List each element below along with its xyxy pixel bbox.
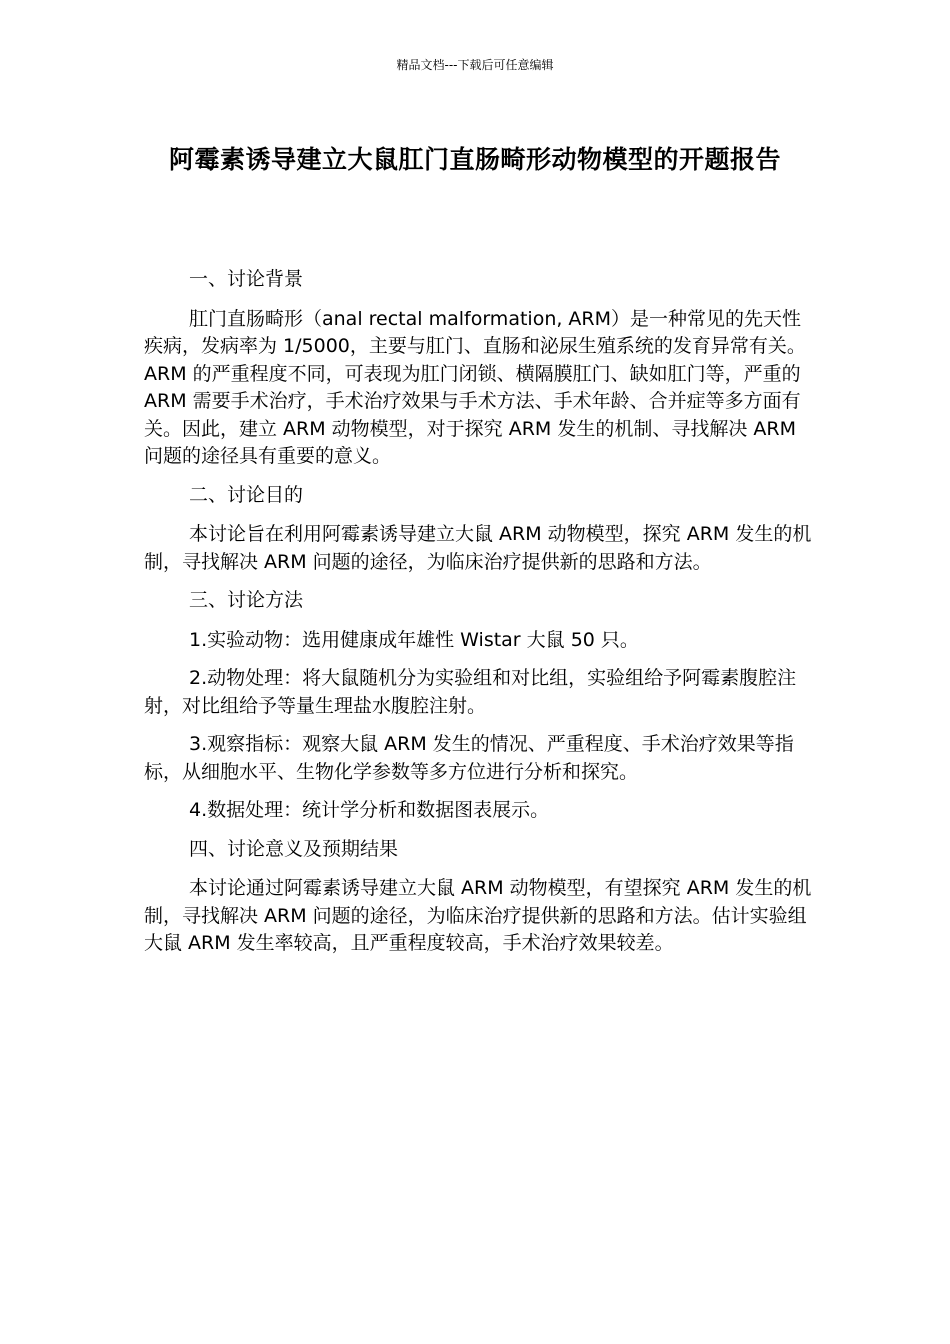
section-heading-significance: 四、讨论意义及预期结果 bbox=[189, 837, 399, 860]
paragraph-methods-animals: 1.实验动物：选用健康成年雄性 Wistar 大鼠 50 只。 bbox=[189, 628, 639, 651]
paragraph-methods-data: 4.数据处理：统计学分析和数据图表展示。 bbox=[189, 799, 550, 821]
section-heading-background: 一、讨论背景 bbox=[189, 268, 304, 290]
paragraph-purpose: 本讨论旨在利用阿霉素诱导建立大鼠 ARM 动物模型，探究 ARM 发生的机制，寻找解决 ARM 问题的途径，为临床治疗提供新的思路和方法。 bbox=[144, 523, 812, 573]
section-heading-purpose: 二、讨论目的 bbox=[189, 483, 304, 506]
document-title: 阿霉素诱导建立大鼠肛门直肠畸形动物模型的开题报告 bbox=[168, 145, 781, 174]
document-body bbox=[144, 266, 816, 969]
section-heading-methods: 三、讨论方法 bbox=[189, 589, 304, 611]
paragraph-background: 肛门直肠畸形（anal rectal malformation, ARM）是一种常见的先天性疾病，发病率为 1/5000，主要与肛门、直肠和泌尿生殖系统的发育异常有关。ARM 的严重程度不同，可表现为肛门闭锁、横隔膜肛门、缺如肛门等，严重的 ARM 需要手术治疗，手术治疗效果与手术方法、手术年龄、合并症等多方面有关。因此，建立 ARM 动物模型，对于探究 ARM 发生的机制、寻找解决 ARM 问题的途径具有重要的意义。 bbox=[144, 307, 806, 467]
paragraph-significance: 本讨论通过阿霉素诱导建立大鼠 ARM 动物模型，有望探究 ARM 发生的机制，寻找解决 ARM 问题的途径，为临床治疗提供新的思路和方法。估计实验组大鼠 ARM 发生率较高，且严重程度较高，手术治疗效果较差。 bbox=[144, 877, 812, 954]
paragraph-methods-treatment: 2.动物处理：将大鼠随机分为实验组和对比组，实验组给予阿霉素腹腔注射，对比组给予等量生理盐水腹腔注射。 bbox=[144, 667, 797, 717]
paragraph-methods-indicators: 3.观察指标：观察大鼠 ARM 发生的情况、严重程度、手术治疗效果等指标，从细胞水平、生物化学参数等多方位进行分析和探究。 bbox=[144, 733, 794, 783]
page-header: 精品文档---下载后可任意编辑 bbox=[396, 58, 554, 72]
